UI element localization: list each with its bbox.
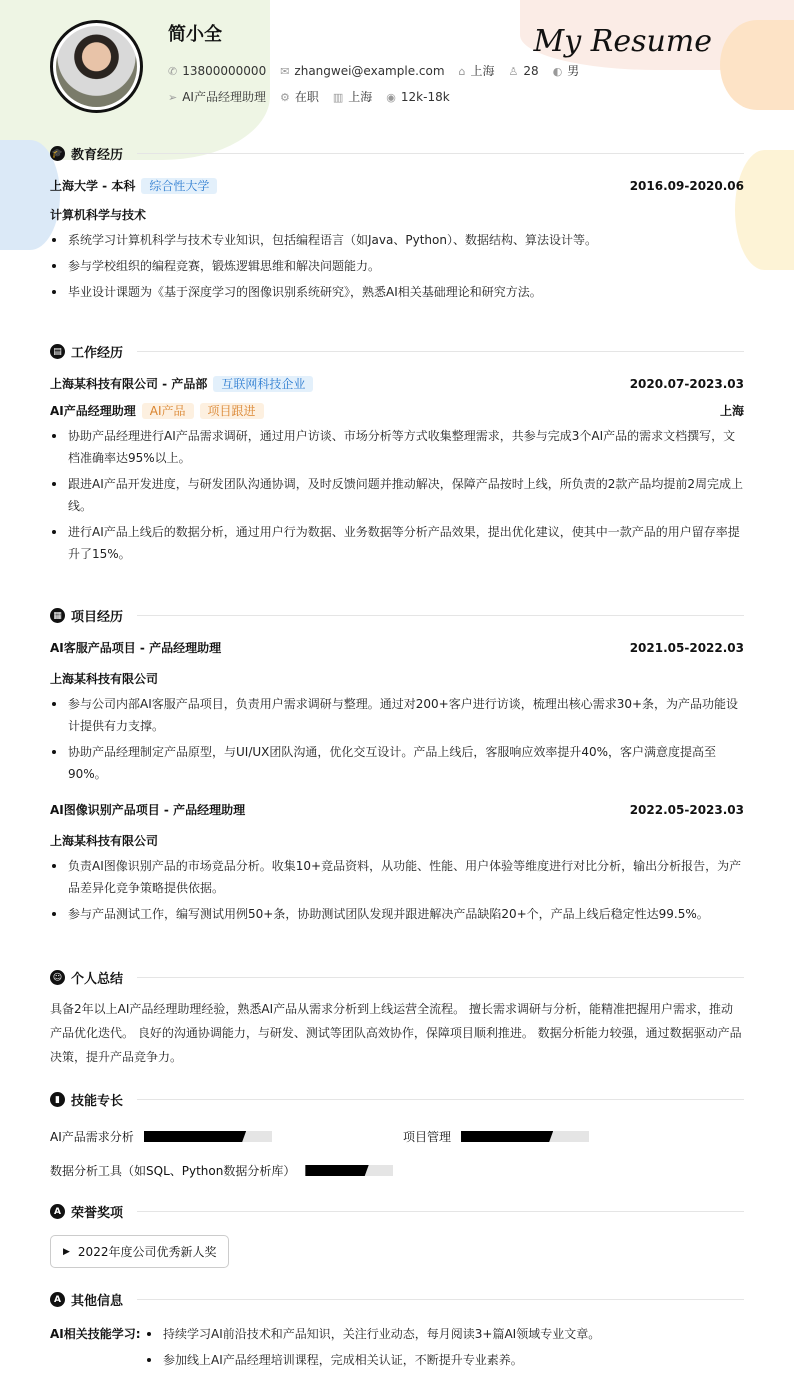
list-item: 持续学习AI前沿技术和产品知识，关注行业动态，每月阅读3+篇AI领域专业文章。 — [145, 1323, 600, 1345]
list-item: 进行AI产品上线后的数据分析，通过用户行为数据、业务数据等分析产品效果，提出优化建议，使其中一款产品的用户留存率提升了15%。 — [50, 521, 744, 565]
phone: 13800000000 — [182, 63, 267, 78]
company: 上海某科技有限公司 - 产品部 — [50, 377, 208, 391]
section-title: 项目经历 — [71, 610, 124, 625]
skill-bar — [144, 1131, 272, 1142]
graduation-icon: 🎓 — [50, 146, 65, 161]
role-tag: 项目跟进 — [200, 403, 264, 419]
age-icon: ♙ — [508, 64, 519, 78]
resume-header — [50, 20, 750, 120]
role-tag: AI产品 — [142, 403, 194, 419]
list-item: 协助产品经理制定产品原型，与UI/UX团队沟通，优化交互设计。产品上线后，客服响应效率提升40%，客户满意度提高至90%。 — [50, 741, 744, 785]
role: AI产品经理助理 — [50, 404, 136, 418]
skill-bar-fill — [461, 1131, 553, 1142]
grid-icon: ▦ — [50, 608, 65, 623]
phone-icon: ✆ — [168, 64, 178, 78]
section-title: 技能专长 — [71, 1094, 124, 1109]
skill-name: AI产品需求分析 — [50, 1130, 134, 1144]
list-item: 参与产品测试工作，编写测试用例50+条，协助测试团队发现并跟进解决产品缺陷20+个，产品上线后稳定性达99.5%。 — [50, 903, 744, 925]
section-title: 教育经历 — [71, 148, 124, 163]
gender-icon: ◐ — [552, 65, 563, 78]
edu-date: 2016.09-2020.06 — [629, 178, 744, 193]
major: 计算机科学与技术 — [50, 208, 147, 222]
project-name: AI客服产品项目 - 产品经理助理 — [50, 641, 222, 655]
name: 简小全 — [168, 24, 222, 45]
awards-section — [50, 1202, 744, 1268]
work-date: 2020.07-2023.03 — [629, 376, 744, 391]
email-icon: ✉ — [280, 64, 290, 78]
school: 上海大学 - 本科 — [50, 179, 136, 193]
list-item: 参与公司内部AI客服产品项目，负责用户需求调研与整理。通过对200+客户进行访谈，梳理出核心需求30+条，为产品功能设计提供有力支撑。 — [50, 693, 744, 737]
list-item: 系统学习计算机科学与技术专业知识，包括编程语言（如Java、Python）、数据结构、算法设计等。 — [50, 229, 744, 251]
list-item: 毕业设计课题为《基于深度学习的图像识别系统研究》，熟悉AI相关基础理论和研究方法。 — [50, 281, 744, 303]
project-date: 2021.05-2022.03 — [629, 640, 744, 655]
other-section — [50, 1290, 744, 1371]
send-icon: ➢ — [168, 91, 178, 104]
skill-bar-fill — [305, 1165, 368, 1176]
section-title: 工作经历 — [71, 346, 124, 361]
status-icon: ⚙ — [279, 91, 290, 104]
award-icon: A — [50, 1292, 65, 1307]
building-icon: ▥ — [332, 91, 344, 104]
project-company: 上海某科技有限公司 — [50, 834, 159, 848]
job-status: 在职 — [294, 90, 319, 104]
briefcase-icon: ▤ — [50, 344, 65, 359]
skill-bar-fill — [144, 1131, 246, 1142]
list-item: 负责AI图像识别产品的市场竞品分析。收集10+竞品资料，从功能、性能、用户体验等维度进行对比分析，输出分析报告，为产品差异化竞争策略提供依据。 — [50, 855, 744, 899]
school-tag: 综合性大学 — [141, 178, 217, 194]
projects-section — [50, 606, 744, 925]
avatar — [50, 20, 143, 113]
work-place: 上海 — [719, 404, 744, 418]
home-icon: ⌂ — [458, 65, 466, 78]
my-resume-title: My Resume — [533, 24, 712, 59]
chart-icon: ▮ — [50, 1092, 65, 1107]
skill-bar — [461, 1131, 589, 1142]
award-name: 2022年度公司优秀新人奖 — [77, 1245, 217, 1259]
education-section — [50, 144, 744, 303]
list-item: 协助产品经理进行AI产品需求调研，通过用户访谈、市场分析等方式收集整理需求，共参与完成3个AI产品的需求文档撰写，文档准确率达95%以上。 — [50, 425, 744, 469]
skill-name: 项目管理 — [403, 1130, 452, 1144]
gender: 男 — [567, 64, 580, 78]
work-section — [50, 342, 744, 565]
salary: 12k-18k — [400, 89, 450, 104]
email: zhangwei@example.com — [294, 63, 445, 78]
job-intent: AI产品经理助理 — [182, 90, 266, 104]
salary-icon: ◉ — [386, 90, 396, 104]
other-label: AI相关技能学习: — [50, 1327, 141, 1341]
skill-item — [403, 1128, 589, 1145]
section-title: 个人总结 — [71, 972, 124, 987]
triangle-icon: ▶ — [63, 1246, 70, 1257]
list-item: 参与学校组织的编程竞赛，锻炼逻辑思维和解决问题能力。 — [50, 255, 744, 277]
project-date: 2022.05-2023.03 — [629, 802, 744, 817]
skill-name: 数据分析工具（如SQL、Python数据分析库） — [50, 1164, 296, 1178]
award-icon: A — [50, 1204, 65, 1219]
summary-section — [50, 968, 744, 1069]
summary-text: 具备2年以上AI产品经理助理经验，熟悉AI产品从需求分析到上线运营全流程。 擅长需求调研与分析，能精准把握用户需求，推动产品优化迭代。 良好的沟通协调能力，与研发、测试等团队高效协作，保障项目顺利推进。 数据分析能力较强，通过数据驱动产品决策，提升产品竞争力。 — [50, 1002, 742, 1064]
list-item: 参加线上AI产品经理培训课程，完成相关认证，不断提升专业素养。 — [145, 1349, 600, 1371]
target-city: 上海 — [348, 90, 373, 104]
skill-item — [50, 1128, 272, 1145]
age: 28 — [523, 63, 539, 78]
skill-item — [50, 1162, 393, 1179]
section-title: 荣誉奖项 — [71, 1206, 124, 1221]
skill-bar — [305, 1165, 393, 1176]
skills-section — [50, 1090, 744, 1190]
award-item — [50, 1235, 229, 1268]
section-title: 其他信息 — [71, 1294, 124, 1309]
company-tag: 互联网科技企业 — [213, 376, 313, 392]
list-item: 跟进AI产品开发进度，与研发团队沟通协调，及时反馈问题并推动解决，保障产品按时上线，所负责的2款产品均提前2周完成上线。 — [50, 473, 744, 517]
project-company: 上海某科技有限公司 — [50, 672, 159, 686]
location: 上海 — [470, 64, 495, 78]
user-icon: ☺ — [50, 970, 65, 985]
project-name: AI图像识别产品项目 - 产品经理助理 — [50, 803, 246, 817]
